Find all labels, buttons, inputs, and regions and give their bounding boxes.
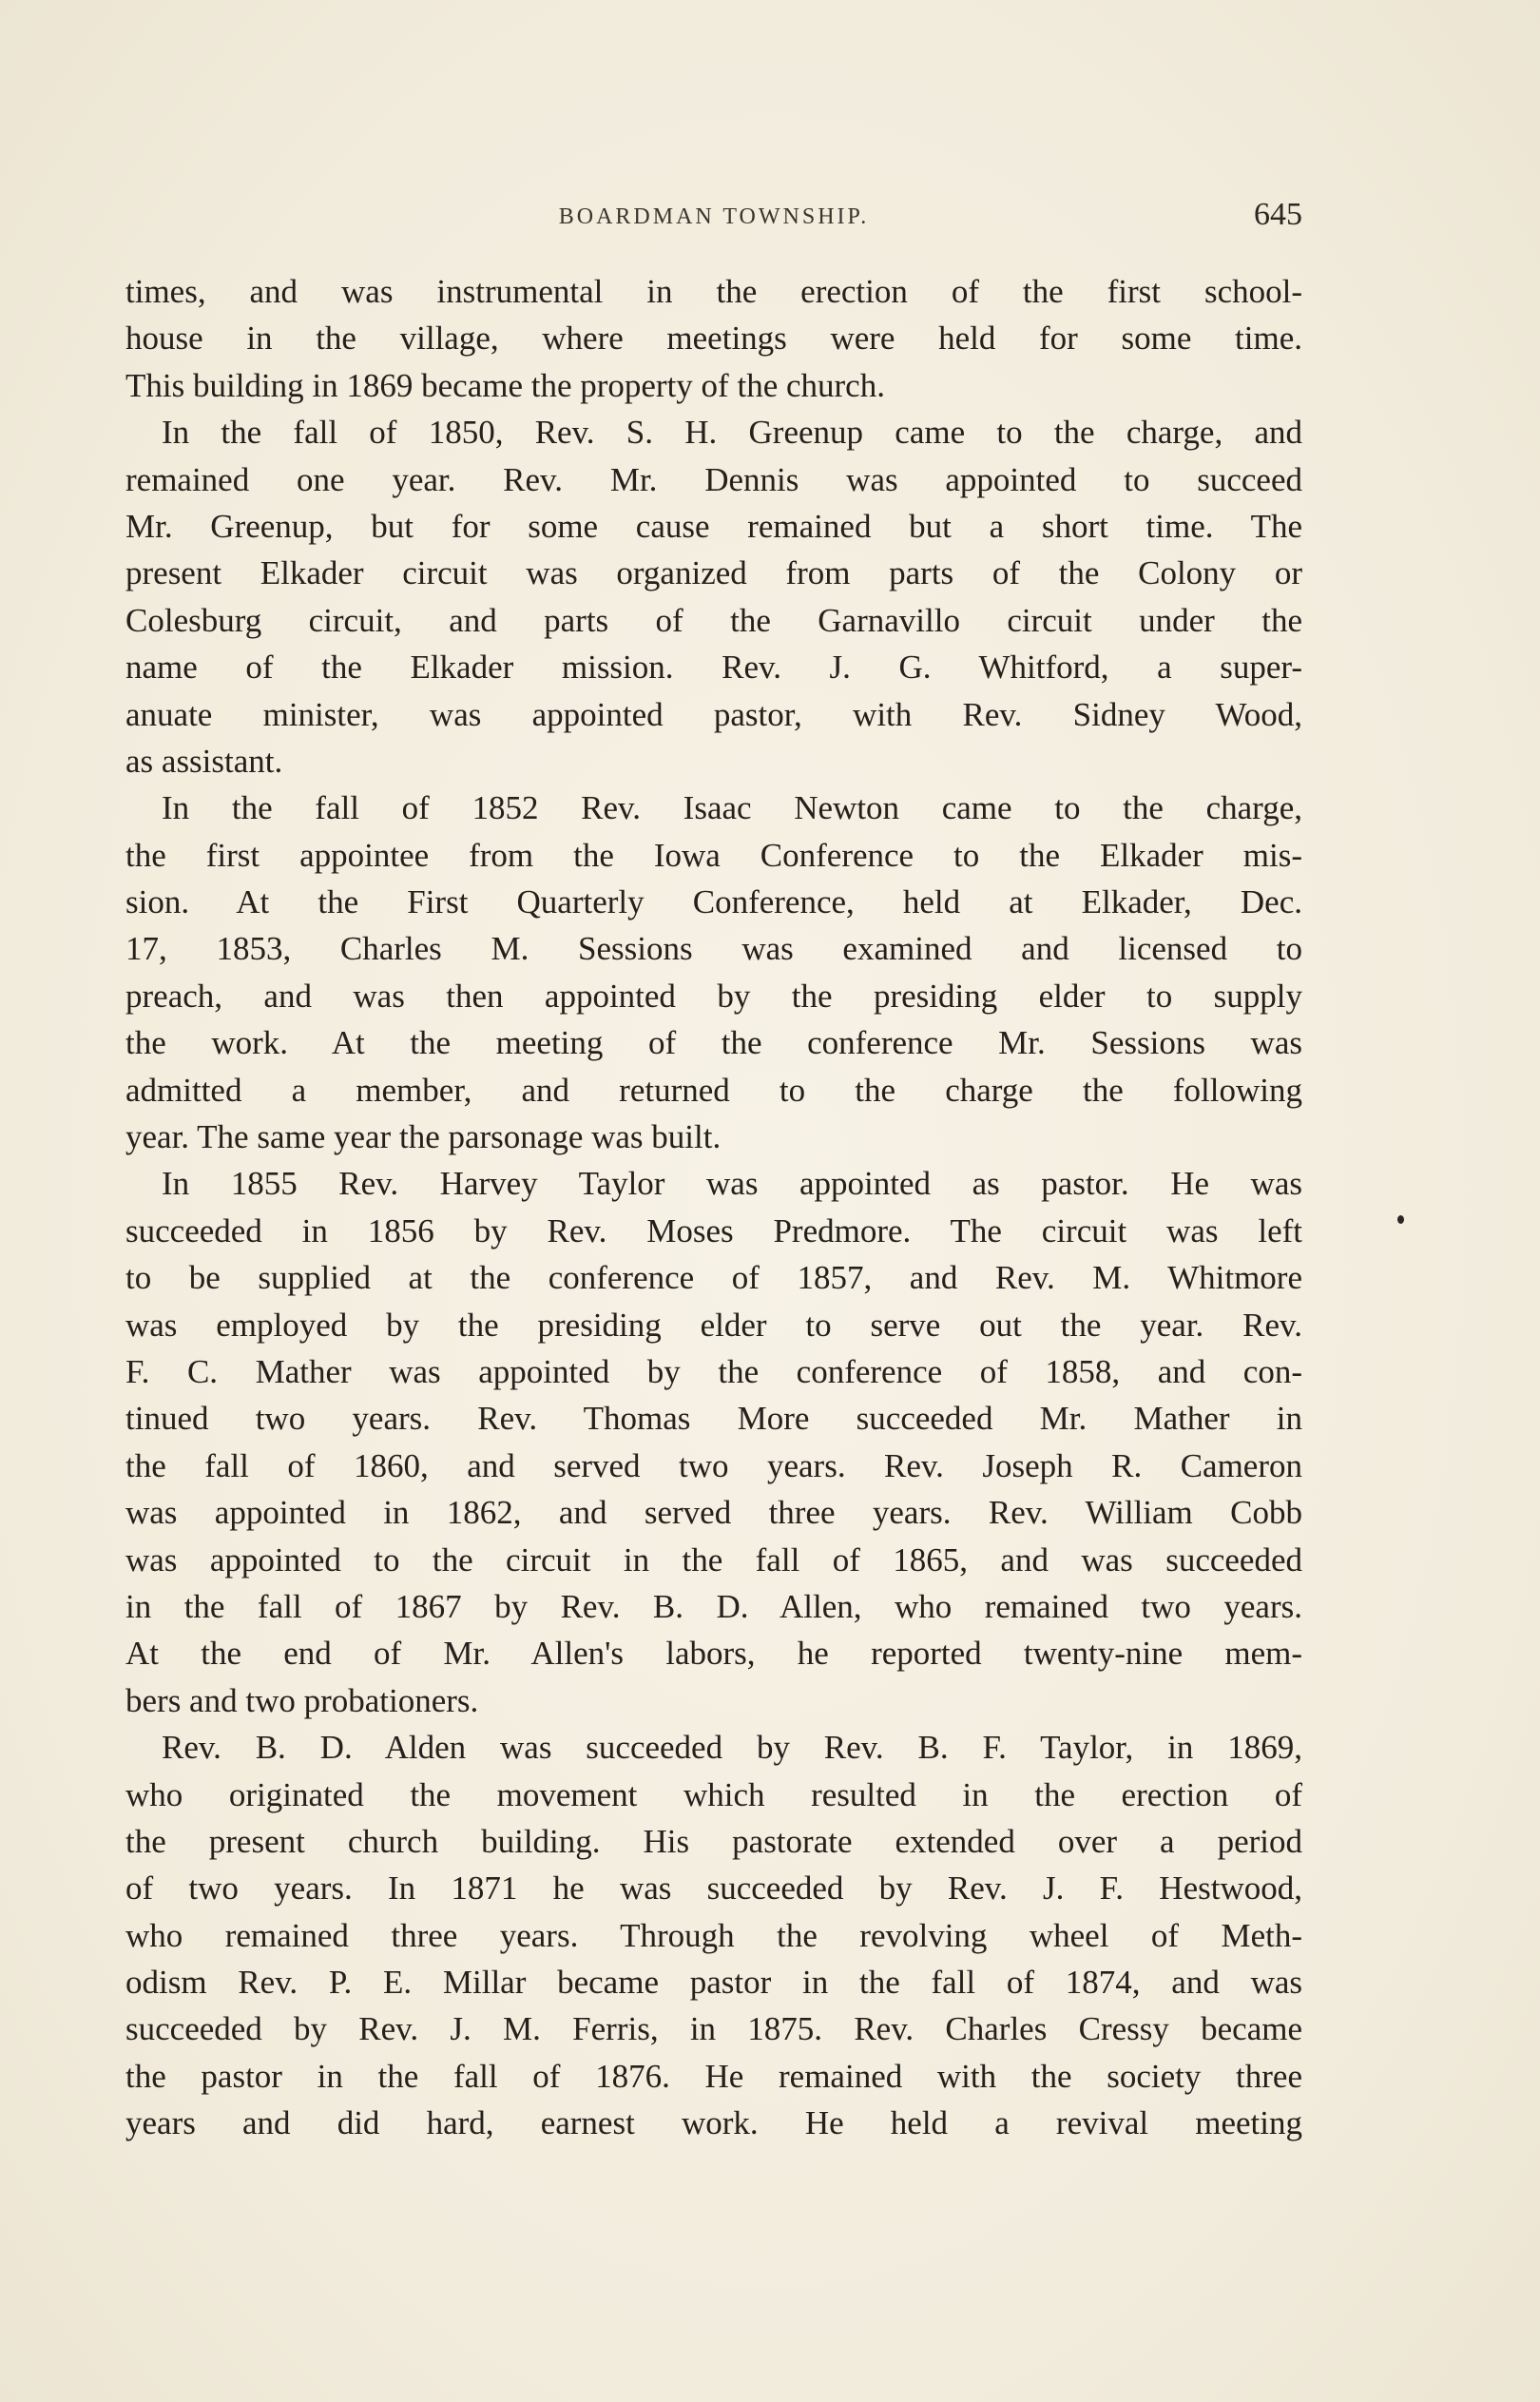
text-line: year. The same year the parsonage was built. xyxy=(125,1118,722,1156)
text-line: years and did hard, earnest work. He held a revival meeting xyxy=(125,2104,1302,2142)
text-line: In the fall of 1850, Rev. S. H. Greenup came to the charge, and xyxy=(162,414,1302,452)
text-line: odism Rev. P. E. Millar became pastor in the fall of 1874, and was xyxy=(125,1964,1302,2002)
text-line: as assistant. xyxy=(125,742,283,780)
text-line: In 1855 Rev. Harvey Taylor was appointed as pastor. He was xyxy=(162,1165,1302,1203)
text-line: the work. At the meeting of the conference Mr. Sessions was xyxy=(125,1024,1302,1062)
text-line: present Elkader circuit was organized from parts of the Colony or xyxy=(125,554,1302,592)
text-line: house in the village, where meetings were held for some time. xyxy=(125,320,1302,358)
text-line: of two years. In 1871 he was succeeded by Rev. J. F. Hestwood, xyxy=(125,1869,1302,1908)
text-line: Rev. B. D. Alden was succeeded by Rev. B. F. Taylor, in 1869, xyxy=(162,1729,1302,1767)
text-line: who originated the movement which resulted in the erection of xyxy=(125,1775,1302,1813)
text-line: remained one year. Rev. Mr. Dennis was appointed to succeed xyxy=(125,460,1302,498)
running-head xyxy=(125,198,1302,236)
text-line: succeeded in 1856 by Rev. Moses Predmore. The circuit was left xyxy=(125,1211,1302,1249)
text-line: Mr. Greenup, but for some cause remained but a short time. The xyxy=(125,507,1302,545)
text-line: times, and was instrumental in the erection of the first school- xyxy=(125,273,1302,310)
text-line: the first appointee from the Iowa Conference to the Elkader mis- xyxy=(125,836,1302,874)
text-line: sion. At the First Quarterly Conference, held at Elkader, Dec. xyxy=(125,883,1302,921)
text-line: to be supplied at the conference of 1857, and Rev. M. Whitmore xyxy=(125,1259,1302,1297)
text-line: was employed by the presiding elder to serve out the year. Rev. xyxy=(125,1306,1302,1344)
text-line: name of the Elkader mission. Rev. J. G. Whitford, a super- xyxy=(125,649,1302,687)
text-line: who remained three years. Through the revolving wheel of Meth- xyxy=(125,1916,1302,1954)
text-line: bers and two probationers. xyxy=(125,1681,479,1719)
text-line: At the end of Mr. Allen's labors, he reported twenty-nine mem- xyxy=(125,1635,1302,1673)
text-line: succeeded by Rev. J. M. Ferris, in 1875. Rev. Charles Cressy became xyxy=(125,2010,1302,2048)
text-line: the present church building. His pastorate extended over a period xyxy=(125,1822,1302,1860)
body-text xyxy=(125,268,1302,2147)
text-line: tinued two years. Rev. Thomas More succeeded Mr. Mather in xyxy=(125,1400,1302,1438)
running-title: BOARDMAN TOWNSHIP. xyxy=(558,204,870,229)
text-line: F. C. Mather was appointed by the conference of 1858, and con- xyxy=(125,1352,1302,1390)
text-line: admitted a member, and returned to the charge the following xyxy=(125,1071,1302,1109)
ink-speck xyxy=(1397,1215,1404,1224)
text-line: was appointed to the circuit in the fall of 1865, and was succeeded xyxy=(125,1540,1302,1579)
text-line: the fall of 1860, and served two years. Rev. Joseph R. Cameron xyxy=(125,1446,1302,1484)
text-line: In the fall of 1852 Rev. Isaac Newton came to the charge, xyxy=(162,789,1302,827)
page-number: 645 xyxy=(1254,197,1302,232)
text-line: anuate minister, was appointed pastor, with Rev. Sidney Wood, xyxy=(125,695,1302,733)
text-line: 17, 1853, Charles M. Sessions was examined and licensed to xyxy=(125,930,1302,968)
text-line: was appointed in 1862, and served three years. Rev. William Cobb xyxy=(125,1494,1302,1532)
text-line: This building in 1869 became the property of the church. xyxy=(125,366,885,404)
text-line: preach, and was then appointed by the presiding elder to supply xyxy=(125,977,1302,1015)
text-line: the pastor in the fall of 1876. He remained with the society three xyxy=(125,2057,1302,2095)
text-line: in the fall of 1867 by Rev. B. D. Allen, who remained two years. xyxy=(125,1587,1302,1625)
text-line: Colesburg circuit, and parts of the Garnavillo circuit under the xyxy=(125,601,1302,639)
